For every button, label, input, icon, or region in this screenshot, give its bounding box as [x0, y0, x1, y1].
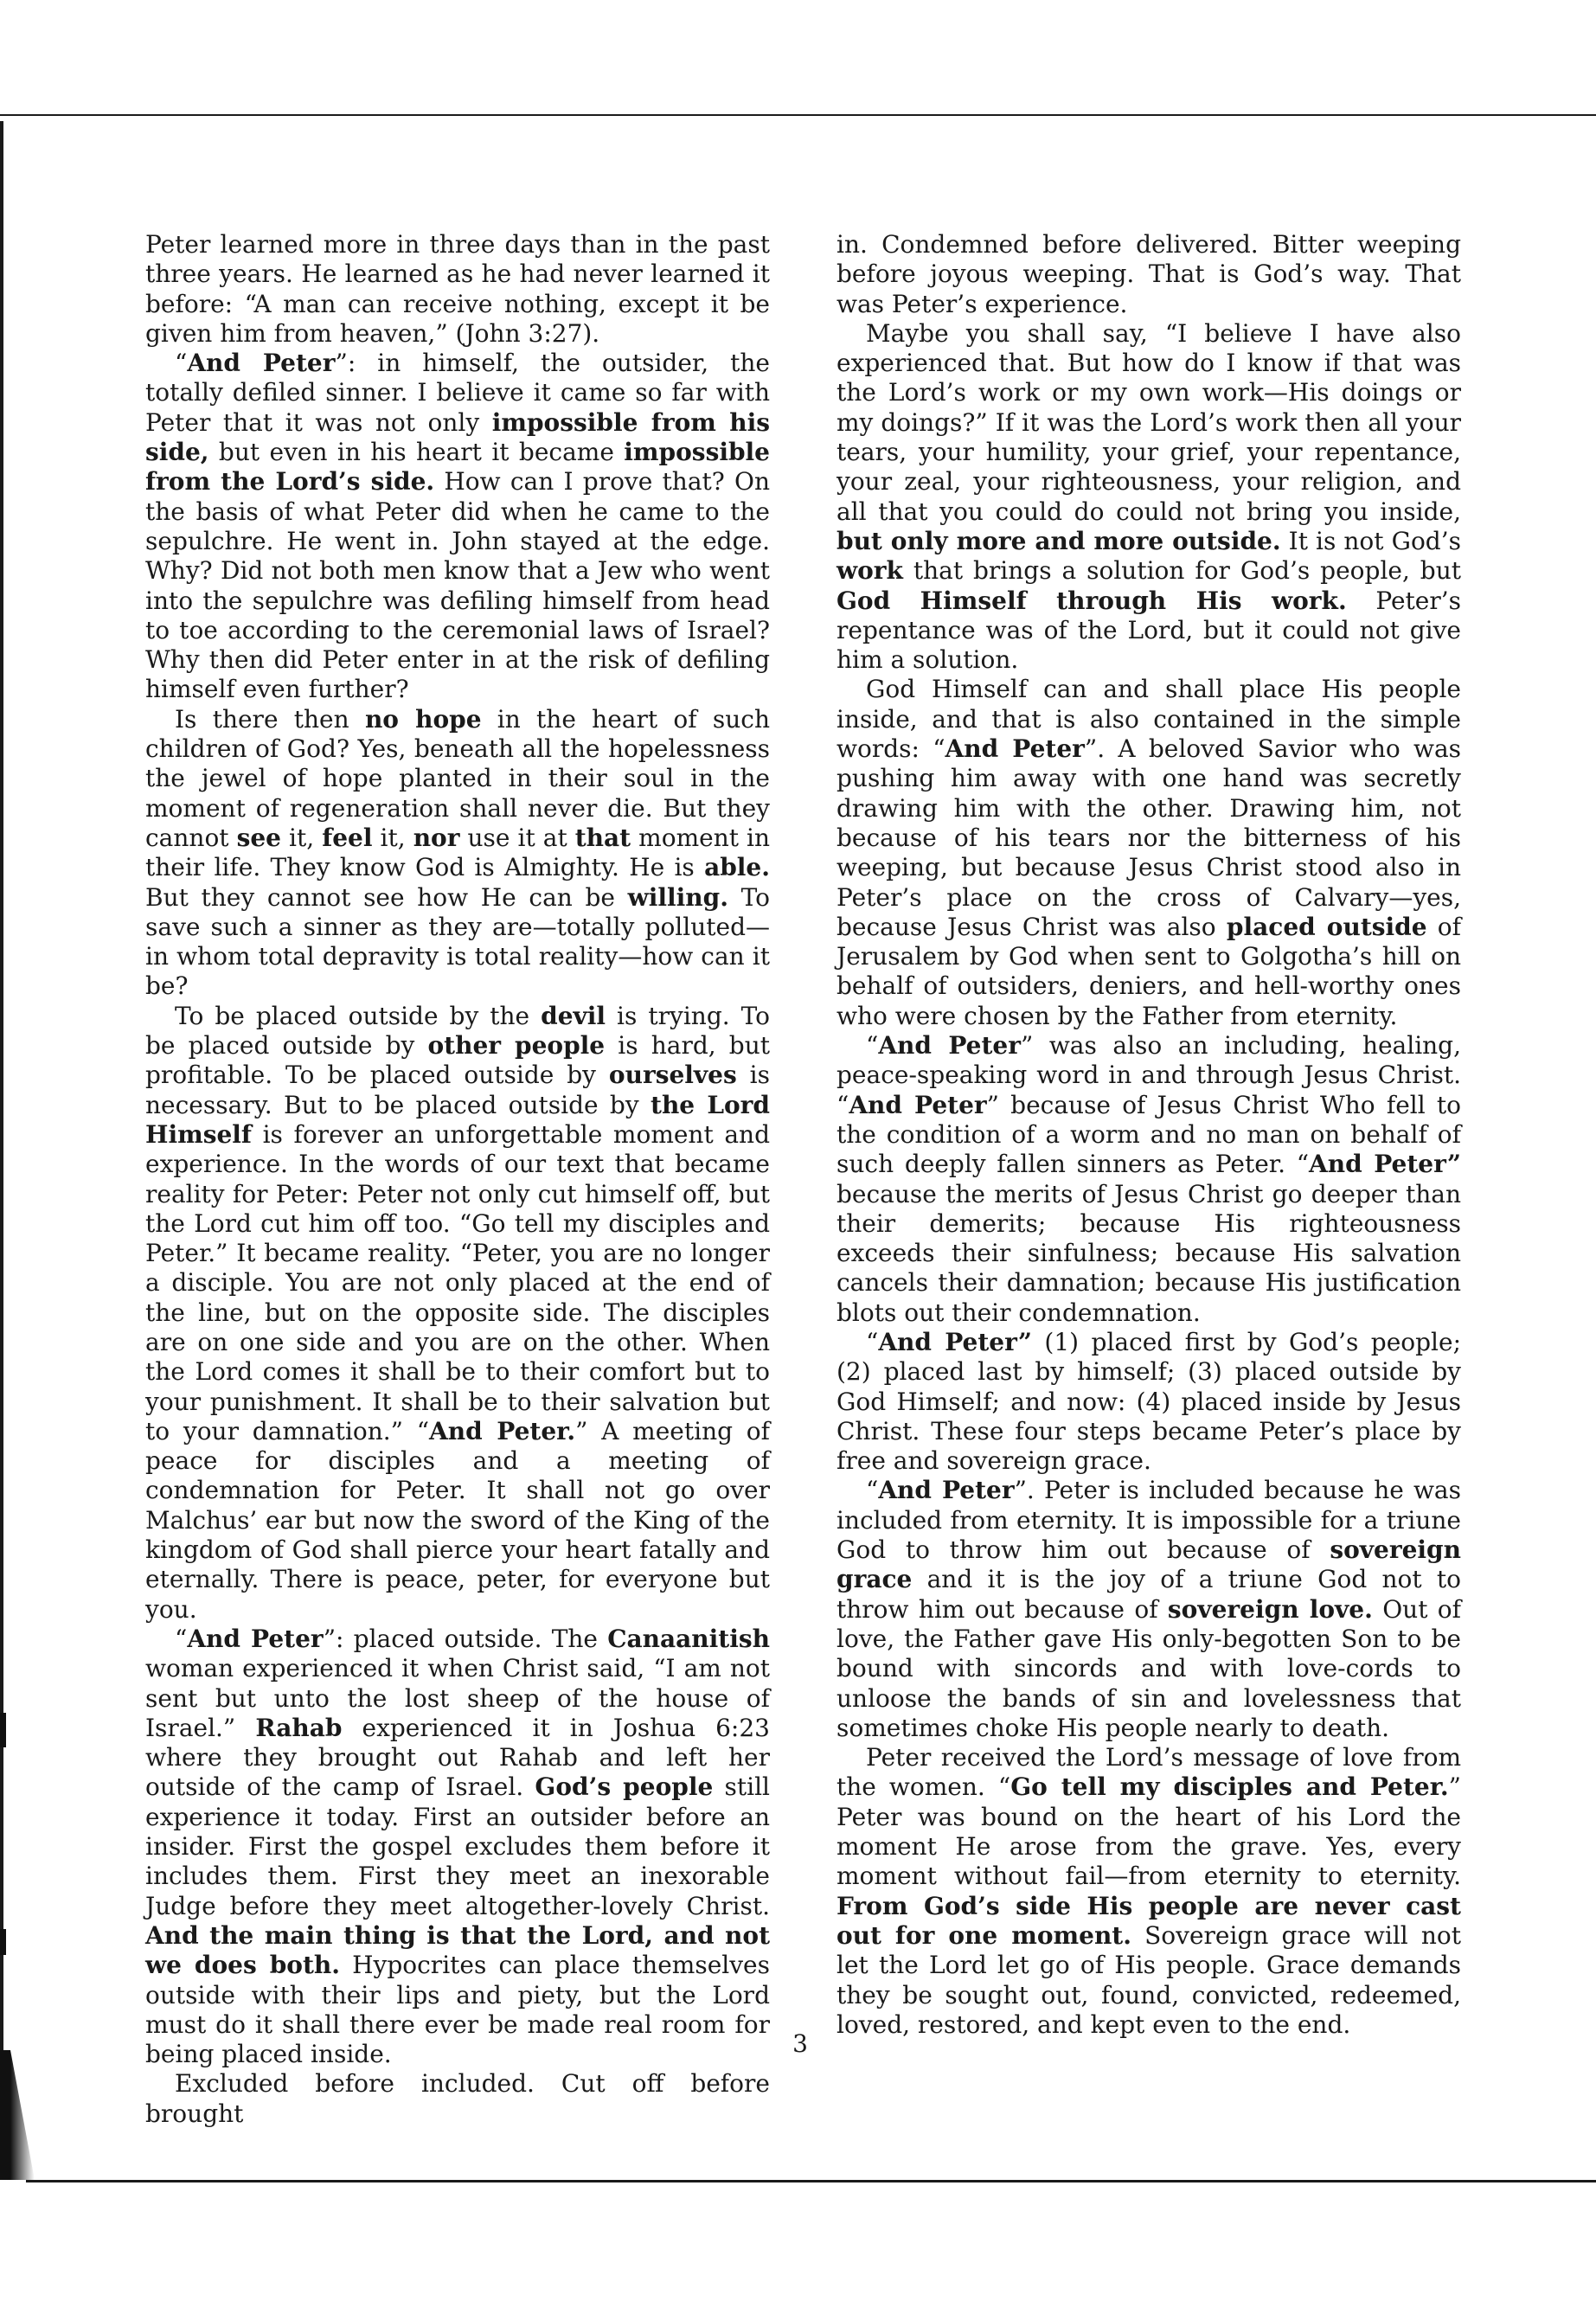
- paragraph: [145, 2069, 770, 2129]
- text-run: in. Condemned before delivered. Bitter weeping before joyous weeping. That is God’s way. That was Peter’s experience.: [836, 230, 1461, 318]
- paragraph: [145, 1002, 770, 1625]
- text-run: moment in their life. They know God is Almighty. He is: [145, 823, 770, 882]
- text-run: ” Peter was bound on the heart of his Lord the moment He arose from the grave. Yes, every moment without fail—from eternity to eternity.: [836, 1772, 1461, 1891]
- text-run: “: [866, 1031, 879, 1061]
- bold-text: God’s people: [535, 1772, 714, 1802]
- scan-mark: [0, 1929, 6, 1955]
- text-run: “: [175, 1624, 188, 1653]
- text-run: because the merits of Jesus Christ go deeper than their demerits; because His righteousness exceeds their sinfulness; because His salvation cancels their damnation; because His justification blots out their condemnation.: [836, 1179, 1461, 1327]
- scan-border-left: [0, 121, 3, 2180]
- bold-text: Rahab: [255, 1713, 343, 1742]
- text-run: in the heart of such children of God? Yes, beneath all the hopelessness the jewel of hope planted in their soul in the moment of regeneration shall never die. But they cannot: [145, 704, 770, 852]
- text-run: Peter’s repentance was of the Lord, but it could not give him a solution.: [836, 586, 1462, 675]
- text-run: is necessary. But to be placed outside by: [145, 1061, 770, 1119]
- text-run: But they cannot see how He can be: [145, 882, 628, 912]
- scan-border-bottom: [26, 2180, 1596, 2182]
- bold-text: sovereign love.: [1167, 1594, 1373, 1624]
- bold-text: sovereign grace: [836, 1535, 1461, 1594]
- text-run: “: [866, 1327, 879, 1356]
- bold-text: And Peter: [878, 1476, 1015, 1505]
- text-run: is forever an unforgettable moment and experience. In the words of our text that became reality for Peter: Peter not only cut himself off, but the Lord cut him off too. “Go tell my disciples and Peter.” It became reality. “Peter, you are no longer a disciple. You are not only placed at the end of the line, but on the opposite side. The disciples are on one side and you are on the other. When the Lord comes it shall be to their comfort but to your punishment. It shall be to their salvation but to your damnation.” “: [145, 1119, 770, 1445]
- bold-text: see: [236, 823, 281, 852]
- bold-text: feel: [322, 823, 373, 852]
- paragraph: [145, 230, 770, 349]
- bold-text: And Peter”: [1309, 1150, 1461, 1179]
- text-run: “: [175, 349, 188, 378]
- bold-text: Go tell my disciples and Peter.: [1010, 1772, 1449, 1802]
- bold-text: And Peter.: [429, 1416, 576, 1445]
- text-run: Out of love, the Father gave His only-begotten Son to be bound with sincords and with love-cords to unloose the bands of sin and lovelessness that sometimes choke His people nearly to death.: [836, 1594, 1461, 1742]
- bold-text: And the main thing is that the Lord, and not we does both.: [145, 1920, 770, 1980]
- scan-border-top: [0, 114, 1596, 116]
- paragraph: [836, 230, 1461, 319]
- bold-text: willing.: [627, 882, 728, 912]
- text-run: ” because of Jesus Christ Who fell to the condition of a worm and no man on behalf of such deeply fallen sinners as Peter. “: [836, 1090, 1461, 1179]
- paragraph: [145, 1625, 770, 2069]
- text-run: “: [866, 1476, 879, 1505]
- text-run: Peter received the Lord’s message of love from the women. “: [836, 1743, 1461, 1802]
- bold-text: God Himself through His work.: [836, 586, 1347, 615]
- text-run: Excluded before included. Cut off before brought: [145, 2069, 770, 2128]
- bold-text: devil: [541, 1001, 606, 1030]
- text-run: ”. Peter is included because he was included from eternity. It is impossible for a triune God to throw him out because of: [836, 1476, 1461, 1565]
- text-run: To be placed outside by the: [175, 1001, 542, 1030]
- text-run: ”. A beloved Savior who was pushing him away with one hand was secretly drawing him with the other. Drawing him, not because of his tears nor the bitterness of his weeping, but because Jesus Christ stood also in Peter’s place on the cross of Calvary—yes, because Jesus Christ was also: [836, 734, 1462, 941]
- bold-text: placed outside: [1226, 912, 1427, 941]
- text-run: of Jerusalem by God when sent to Golgotha’s hill on behalf of outsiders, deniers, and hell-worthy ones who were chosen by the Father from eternity.: [836, 912, 1462, 1030]
- paragraph: [836, 319, 1461, 676]
- paragraph: [836, 1743, 1461, 2040]
- text-run: use it at: [459, 823, 575, 852]
- text-run: ”: placed outside. The: [323, 1624, 608, 1653]
- bold-text: nor: [413, 823, 460, 852]
- paragraph: [836, 1476, 1461, 1743]
- text-run: It is not God’s: [1280, 526, 1461, 555]
- bold-text: able.: [704, 853, 770, 882]
- left-text-column: [145, 230, 770, 2129]
- bold-text: ourselves: [608, 1061, 737, 1090]
- text-run: is hard, but profitable. To be placed outside by: [145, 1031, 771, 1090]
- bold-text: And Peter: [187, 1624, 324, 1653]
- text-run: that brings a solution for God’s people, but: [902, 556, 1461, 586]
- right-text-column: [836, 230, 1461, 2040]
- page-number: 3: [792, 2029, 808, 2058]
- bold-text: And Peter: [945, 734, 1085, 764]
- text-run: it,: [372, 823, 413, 852]
- text-run: experienced it in Joshua 6:23 where they brought out Rahab and left her outside of the camp of Israel.: [145, 1713, 770, 1802]
- text-run: To save such a sinner as they are—totally polluted—in whom total depravity is total reality—how can it be?: [145, 882, 771, 1001]
- bold-text: work: [836, 556, 903, 586]
- scan-mark: [0, 1713, 6, 1747]
- text-run: but even in his heart it became: [208, 438, 625, 467]
- bold-text: the Lord Himself: [145, 1090, 771, 1149]
- paragraph: [145, 349, 770, 705]
- text-run: is trying. To be placed outside by: [145, 1001, 770, 1061]
- bold-text: other people: [427, 1031, 606, 1061]
- paragraph: [836, 1328, 1461, 1476]
- bold-text: impossible from his side,: [145, 407, 770, 467]
- bold-text: And Peter: [878, 1031, 1021, 1061]
- bold-text: And Peter: [187, 349, 336, 378]
- bold-text: And Peter”: [878, 1327, 1033, 1356]
- text-run: it,: [281, 823, 323, 852]
- paragraph: [145, 705, 770, 1002]
- text-run: ”: in himself, the outsider, the totally defiled sinner. I believe it came so far with Peter that it was not only: [145, 349, 770, 437]
- bold-text: but only more and more outside.: [836, 526, 1281, 555]
- text-run: ” A meeting of peace for disciples and a meeting of condemnation for Peter. It shall not go over Malchus’ ear but now the sword of the King of the kingdom of God shall pierce your heart fatally and eternally. There is peace, peter, for everyone but you.: [145, 1416, 771, 1624]
- text-run: Maybe you shall say, “I believe I have also experienced that. But how do I know if that was the Lord’s work or my own work—His doings or my doings?” If it was the Lord’s work then all your tears, your humility, your grief, your repentance, your zeal, your righteousness, your religion, and all that you could do could not bring you inside,: [836, 318, 1461, 526]
- text-run: still experience it today. First an outsider before an insider. First the gospel excludes them before it includes them. First they meet an inexorable Judge before they meet altogether-lovely Christ.: [145, 1772, 770, 1920]
- paragraph: [836, 675, 1461, 1031]
- text-run: ” was also an including, healing, peace-speaking word in and through Jesus Christ. “: [836, 1031, 1462, 1119]
- text-run: Sovereign grace will not let the Lord let go of His people. Grace demands they be sought out, found, convicted, redeemed, loved, restored, and kept even to the end.: [836, 1920, 1461, 2039]
- bold-text: impossible from the Lord’s side.: [145, 438, 770, 497]
- text-run: (1) placed first by God’s people; (2) placed last by himself; (3) placed outside by God Himself; and now: (4) placed inside by Jesus Christ. These four steps became Peter’s place by free and sovereign grace.: [836, 1327, 1462, 1476]
- text-run: God Himself can and shall place His people inside, and that is also contained in the simple words: “: [836, 675, 1461, 764]
- page-body: [145, 230, 1465, 2128]
- bold-text: no hope: [364, 704, 482, 734]
- bold-text: From God’s side His people are never cast out for one moment.: [836, 1891, 1461, 1950]
- bold-text: that: [574, 823, 631, 852]
- paragraph: [836, 1031, 1461, 1328]
- text-run: Is there then: [175, 704, 365, 734]
- text-run: How can I prove that? On the basis of what Peter did when he came to the sepulchre. He went in. John stayed at the edge. Why? Did not both men know that a Jew who went into the sepulchre was defiling himself from head to toe according to the ceremonial laws of Israel? Why then did Peter enter in at the risk of defiling himself even further?: [145, 467, 770, 704]
- bold-text: Canaanitish: [607, 1624, 770, 1653]
- text-run: woman experienced it when Christ said, “I am not sent but unto the lost sheep of the house of Israel.”: [145, 1654, 770, 1742]
- text-run: Peter learned more in three days than in the past three years. He learned as he had never learned it before: “A man can receive nothing, except it be given him from heaven,” (John 3:27).: [145, 230, 770, 348]
- bold-text: And Peter: [849, 1090, 987, 1119]
- scan-corner-shadow: [0, 2050, 35, 2180]
- text-run: Hypocrites can place themselves outside with their lips and piety, but the Lord must do it shall there ever be made real room for being placed inside.: [145, 1951, 770, 2069]
- text-run: and it is the joy of a triune God not to throw him out because of: [836, 1565, 1461, 1624]
